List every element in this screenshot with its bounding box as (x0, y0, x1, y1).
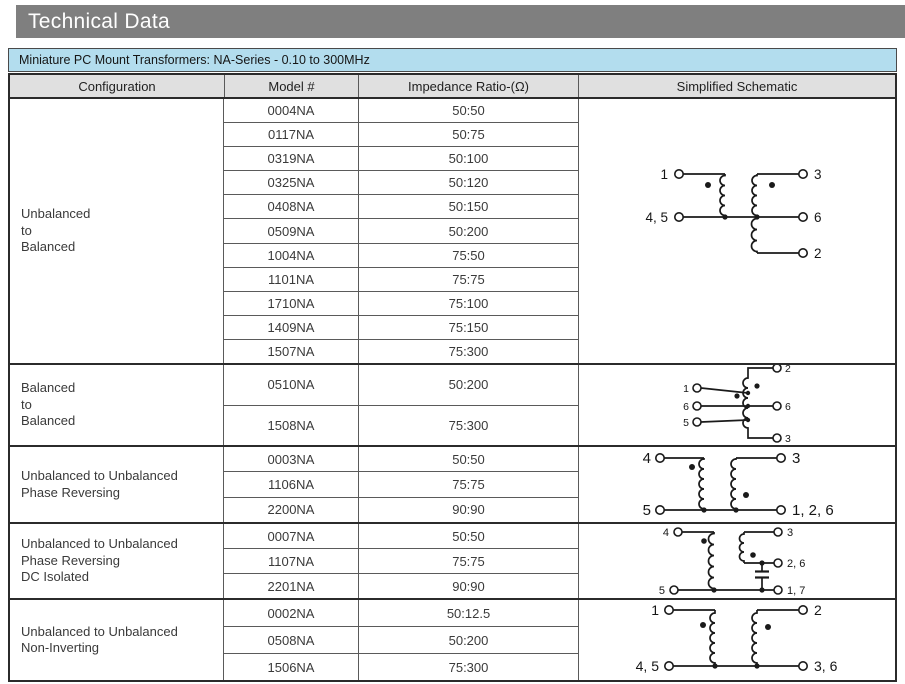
model-rows (224, 600, 578, 680)
schematic-non-inverting (630, 600, 845, 680)
phase-dot (689, 464, 695, 470)
ratio-cell: 50:200 (358, 627, 578, 653)
phase-dot (769, 182, 775, 188)
schematic-dc-isolated (651, 525, 823, 598)
model-rows (224, 99, 578, 363)
col-header-model: Model # (224, 75, 358, 97)
table-row (224, 365, 578, 405)
ratio-cell: 75:50 (358, 244, 578, 267)
phase-dot (734, 393, 739, 398)
terminal-label: 6 (683, 401, 689, 413)
col-header-simplified-schematic: Simplified Schematic (578, 75, 895, 97)
phase-dot (750, 552, 756, 558)
model-cell: 0508NA (267, 632, 315, 648)
ratio-cell: 50:50 (358, 99, 578, 122)
table-row (224, 99, 578, 122)
configuration-label: Unbalanced to Unbalanced Non-Inverting (10, 600, 224, 680)
schematic-phase-reversing (624, 451, 850, 518)
ratio-cell: 75:75 (358, 549, 578, 573)
table-row (224, 471, 578, 496)
transformer-table (8, 73, 897, 682)
ratio-cell: 50:120 (358, 171, 578, 194)
page-title-bar (16, 5, 905, 38)
terminal-label: 5 (642, 502, 651, 518)
ratio-cell: 50:50 (358, 447, 578, 471)
table-row (224, 170, 578, 194)
terminal-label: 5 (658, 584, 665, 597)
model-cell: 1409NA (267, 319, 315, 335)
table-row (224, 194, 578, 218)
terminal-label: 6 (813, 210, 822, 225)
terminal-label: 4, 5 (635, 658, 659, 674)
model-cell: 1107NA (267, 553, 314, 569)
model-cell: 1506NA (267, 659, 315, 675)
table-row (224, 524, 578, 548)
model-rows (224, 365, 578, 445)
ratio-cell: 75:100 (358, 292, 578, 315)
terminal-label: 4, 5 (644, 210, 668, 225)
schematic-unbalanced-to-balanced (640, 158, 835, 268)
phase-dot (754, 383, 759, 388)
model-cell: 0408NA (267, 199, 315, 215)
ratio-cell: 50:200 (358, 219, 578, 242)
ratio-cell: 75:150 (358, 316, 578, 339)
schematic-balanced-to-balanced (662, 365, 812, 445)
phase-dot (765, 624, 771, 630)
table-row (224, 218, 578, 242)
ratio-cell: 75:300 (358, 340, 578, 363)
terminal-label: 4 (642, 451, 651, 467)
ratio-cell: 90:90 (358, 574, 578, 598)
schematic-cell (578, 600, 895, 680)
section-phase-reversing (10, 445, 895, 522)
model-cell: 1508NA (267, 417, 315, 433)
model-cell: 0509NA (267, 223, 315, 239)
terminal-label: 2, 6 (787, 557, 806, 570)
terminal-label: 1 (659, 167, 668, 182)
model-cell: 2201NA (267, 578, 315, 594)
model-cell: 0007NA (267, 528, 315, 544)
ratio-cell: 75:75 (358, 268, 578, 291)
terminal-label: 3, 6 (813, 658, 837, 674)
terminal-label: 1 (683, 383, 689, 395)
terminal-label: 1 (650, 602, 659, 618)
phase-dot (700, 622, 706, 628)
model-cell: 0325NA (267, 175, 315, 191)
table-row (224, 600, 578, 626)
table-row (224, 573, 578, 598)
table-row (224, 146, 578, 170)
section-balanced-to-balanced (10, 363, 895, 445)
schematic-cell (578, 447, 895, 522)
table-row (224, 122, 578, 146)
model-cell: 1101NA (267, 271, 314, 287)
model-cell: 2200NA (267, 502, 315, 518)
model-rows (224, 524, 578, 598)
terminal-label: 5 (683, 417, 689, 429)
model-cell: 0003NA (267, 451, 315, 467)
model-cell: 0319NA (267, 151, 315, 167)
ratio-cell: 50:12.5 (358, 600, 578, 626)
ratio-cell: 75:300 (358, 654, 578, 680)
phase-dot (743, 492, 749, 498)
table-row (224, 548, 578, 573)
terminal-label: 3 (792, 451, 801, 467)
table-row (224, 405, 578, 446)
terminal-label: 2 (785, 365, 791, 375)
model-cell: 1507NA (267, 343, 315, 359)
phase-dot (701, 538, 707, 544)
terminal-label: 1, 7 (787, 584, 806, 597)
configuration-label: Unbalanced to Unbalanced Phase Reversing DC Isolated (10, 524, 224, 598)
section-non-inverting (10, 598, 895, 680)
section-unbalanced-to-balanced (10, 99, 895, 363)
ratio-cell: 50:200 (358, 365, 578, 405)
schematic-cell (578, 99, 895, 363)
table-header-row (10, 75, 895, 99)
col-header-impedance-ratio: Impedance Ratio-(Ω) (358, 75, 578, 97)
table-row (224, 653, 578, 680)
phase-dot (705, 182, 711, 188)
schematic-cell (578, 365, 895, 445)
terminal-label: 3 (787, 526, 794, 539)
model-cell: 1004NA (267, 247, 315, 263)
col-header-configuration: Configuration (78, 78, 156, 94)
ratio-cell: 50:50 (358, 524, 578, 548)
ratio-cell: 50:150 (358, 195, 578, 218)
model-cell: 1710NA (267, 295, 315, 311)
model-cell: 0002NA (267, 605, 315, 621)
table-row (224, 315, 578, 339)
model-rows (224, 447, 578, 522)
terminal-label: 4 (662, 526, 669, 539)
terminal-label: 3 (813, 167, 822, 182)
table-row (224, 626, 578, 653)
series-banner (8, 48, 897, 72)
table-row (224, 291, 578, 315)
series-banner-text: Miniature PC Mount Transformers: NA-Series - 0.10 to 300MHz (19, 53, 370, 67)
model-cell: 0510NA (267, 377, 315, 393)
ratio-cell: 90:90 (358, 498, 578, 522)
ratio-cell: 50:100 (358, 147, 578, 170)
model-cell: 1106NA (267, 476, 314, 492)
terminal-label: 3 (785, 433, 791, 445)
table-row (224, 339, 578, 363)
configuration-label: Unbalanced to Balanced (10, 99, 224, 363)
terminal-label: 2 (813, 602, 822, 618)
configuration-label: Balanced to Balanced (10, 365, 224, 445)
model-cell: 0004NA (267, 103, 315, 119)
terminal-label: 6 (785, 401, 791, 413)
model-cell: 0117NA (267, 127, 314, 143)
page-title: Technical Data (28, 9, 170, 33)
table-row (224, 267, 578, 291)
ratio-cell: 75:300 (358, 406, 578, 446)
section-phase-reversing-dc-isolated (10, 522, 895, 598)
table-row (224, 447, 578, 471)
ratio-cell: 75:75 (358, 472, 578, 496)
configuration-label: Unbalanced to Unbalanced Phase Reversing (10, 447, 224, 522)
ratio-cell: 50:75 (358, 123, 578, 146)
terminal-label: 2 (813, 246, 822, 261)
table-row (224, 497, 578, 522)
table-row (224, 243, 578, 267)
terminal-label: 1, 2, 6 (792, 502, 834, 518)
schematic-cell (578, 524, 895, 598)
